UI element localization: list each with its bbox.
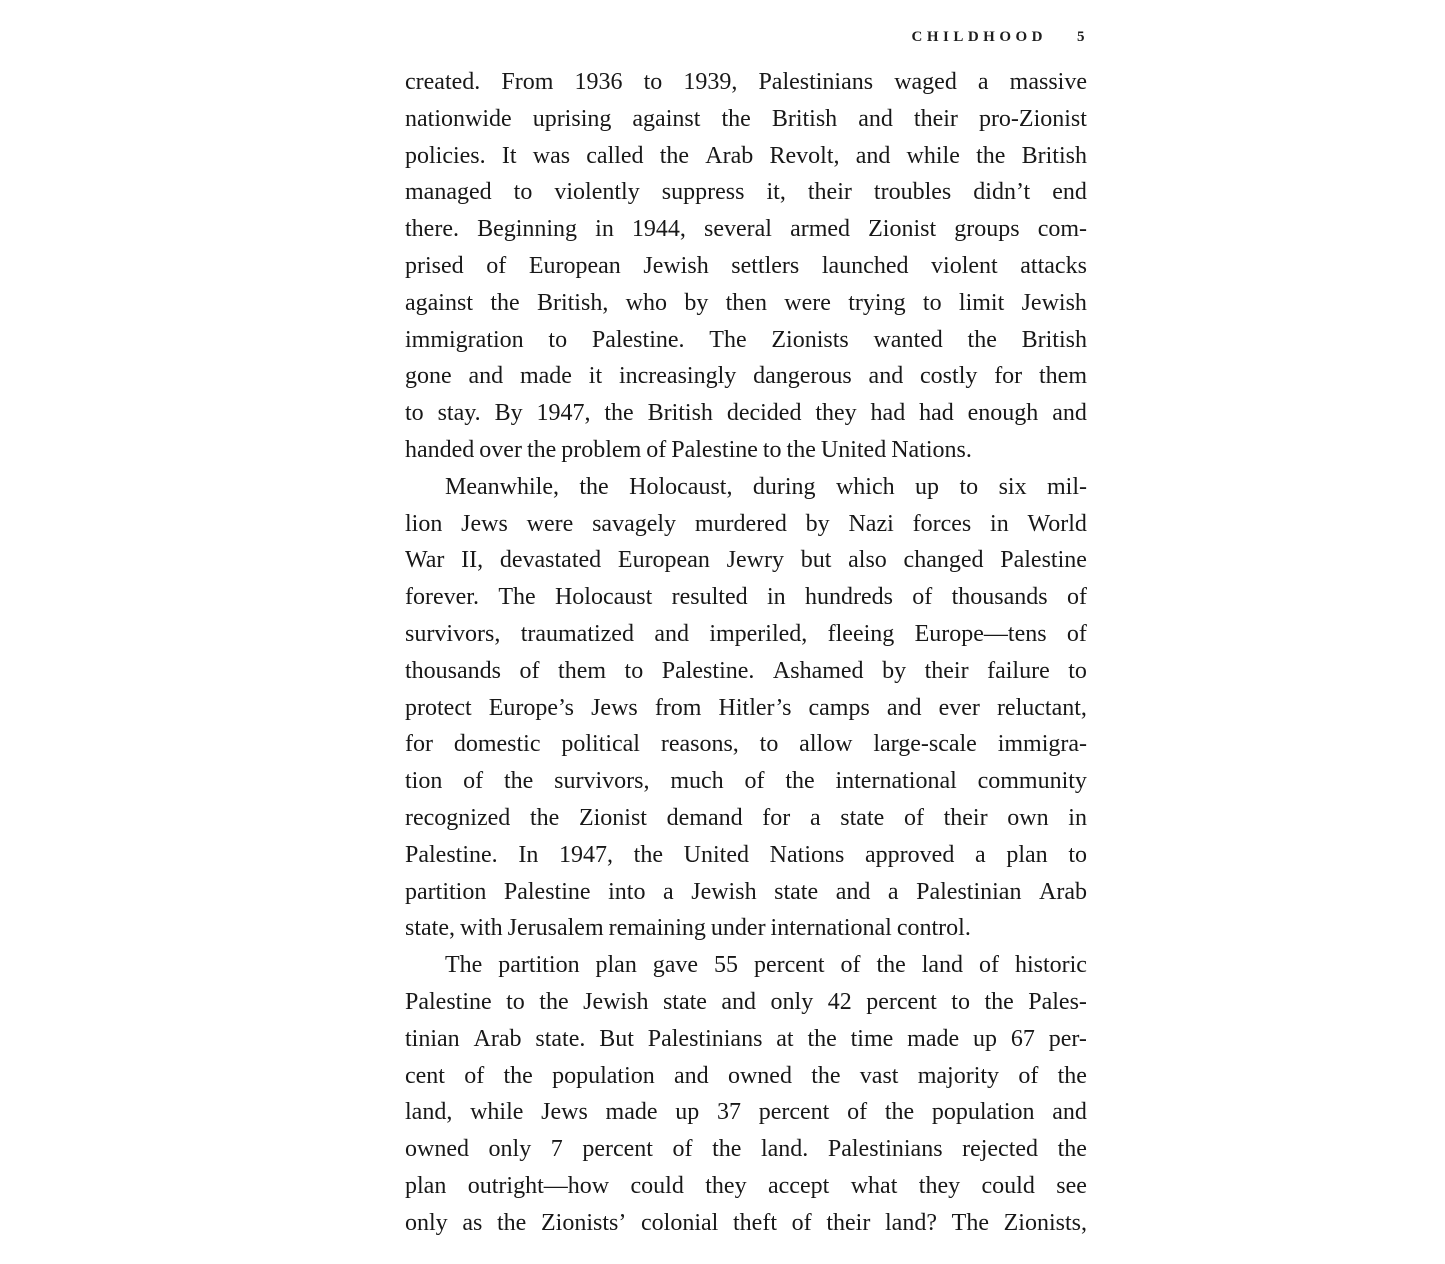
text-line: recognized the Zionist demand for a state of their own in bbox=[405, 804, 1087, 831]
text-line: there. Beginning in 1944, several armed Zionist groups com- bbox=[405, 216, 1087, 243]
text-line: forever. The Holocaust resulted in hundreds of thousands of bbox=[405, 584, 1087, 611]
text-line: The partition plan gave 55 percent of the land of historic bbox=[445, 952, 1087, 979]
text-line: cent of the population and owned the vast majority of the bbox=[405, 1062, 1087, 1089]
paragraph bbox=[405, 64, 1087, 469]
text-line: handed over the problem of Palestine to the United Nations. bbox=[405, 436, 972, 463]
text-line: partition Palestine into a Jewish state and a Palestinian Arab bbox=[405, 878, 1087, 905]
text-line: owned only 7 percent of the land. Palestinians rejected the bbox=[405, 1136, 1087, 1163]
running-title: CHILDHOOD bbox=[911, 29, 1047, 45]
text-line: for domestic political reasons, to allow large-scale immigra- bbox=[405, 731, 1087, 758]
text-line: managed to violently suppress it, their troubles didn’t end bbox=[405, 179, 1087, 206]
text-line: War II, devastated European Jewry but also changed Palestine bbox=[405, 547, 1087, 574]
text-line: thousands of them to Palestine. Ashamed by their failure to bbox=[405, 657, 1087, 684]
text-line: Palestine to the Jewish state and only 42 percent to the Pales- bbox=[405, 988, 1087, 1015]
text-line: Palestine. In 1947, the United Nations approved a plan to bbox=[405, 841, 1087, 868]
text-line: land, while Jews made up 37 percent of the population and bbox=[405, 1099, 1087, 1126]
text-line: policies. It was called the Arab Revolt, and while the British bbox=[405, 142, 1087, 169]
paragraph bbox=[405, 947, 1087, 1241]
text-line: against the British, who by then were trying to limit Jewish bbox=[405, 289, 1087, 316]
paragraph bbox=[405, 469, 1087, 947]
text-line: plan outright—how could they accept what they could see bbox=[405, 1172, 1087, 1199]
text-line: state, with Jerusalem remaining under international control. bbox=[405, 915, 971, 942]
text-line: immigration to Palestine. The Zionists wanted the British bbox=[405, 326, 1087, 353]
text-line: protect Europe’s Jews from Hitler’s camps and ever reluctant, bbox=[405, 694, 1087, 721]
text-line: tion of the survivors, much of the international community bbox=[405, 768, 1087, 795]
text-line: nationwide uprising against the British and their pro-Zionist bbox=[405, 105, 1087, 132]
text-line: Meanwhile, the Holocaust, during which up to six mil- bbox=[445, 473, 1087, 500]
text-line: to stay. By 1947, the British decided they had had enough and bbox=[405, 400, 1087, 427]
running-header bbox=[405, 29, 1089, 46]
text-line: prised of European Jewish settlers launched violent attacks bbox=[405, 252, 1087, 279]
text-line: gone and made it increasingly dangerous and costly for them bbox=[405, 363, 1087, 390]
text-line: tinian Arab state. But Palestinians at the time made up 67 per- bbox=[405, 1025, 1087, 1052]
text-line: survivors, traumatized and imperiled, fleeing Europe—tens of bbox=[405, 620, 1087, 647]
text-line: created. From 1936 to 1939, Palestinians waged a massive bbox=[405, 69, 1087, 95]
page-number: 5 bbox=[1077, 29, 1089, 45]
page-text bbox=[405, 64, 1087, 1242]
text-line: only as the Zionists’ colonial theft of their land? The Zionists, bbox=[405, 1209, 1087, 1236]
text-line: lion Jews were savagely murdered by Nazi forces in World bbox=[405, 510, 1087, 537]
